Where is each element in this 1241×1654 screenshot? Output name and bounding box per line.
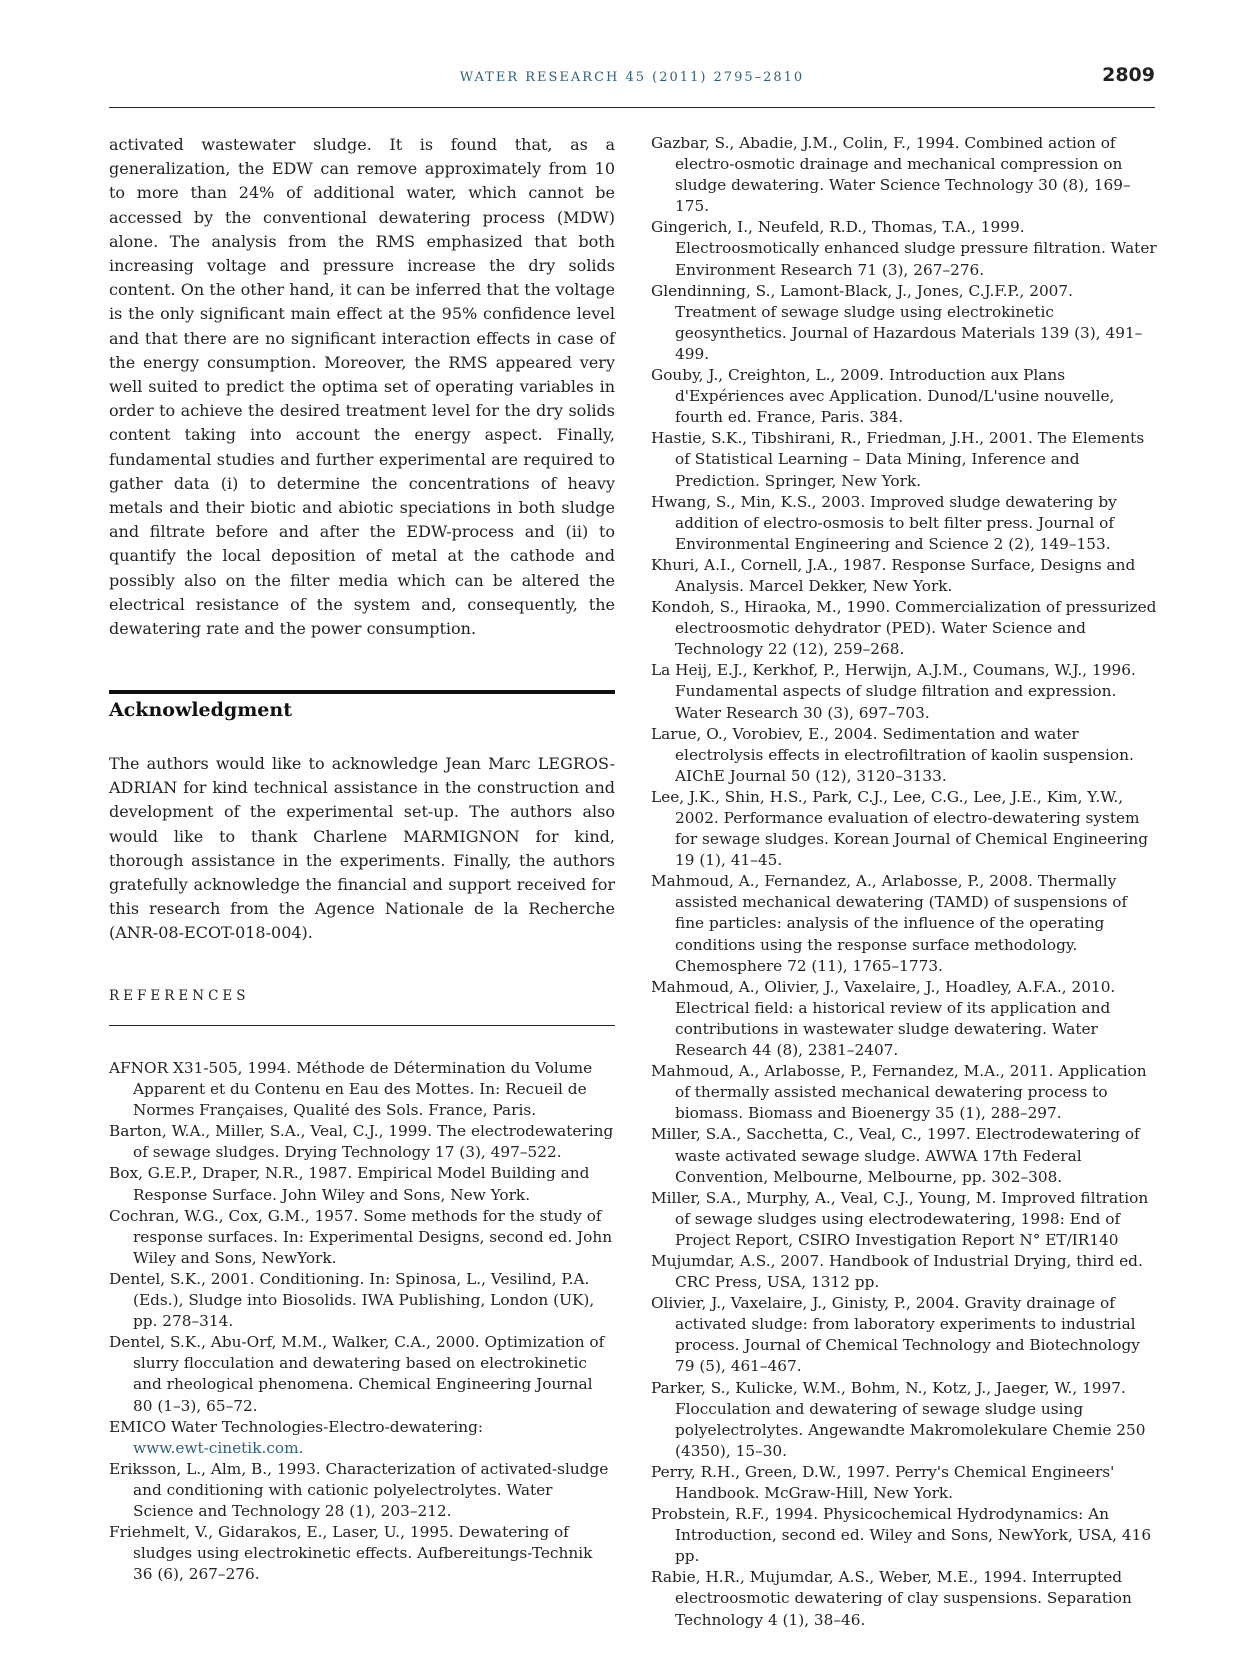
reference-item: Mahmoud, A., Arlabosse, P., Fernandez, M.A., 2011. Application of thermally assisted mechanical dewatering process to biomass. Biomass and Bioenergy 35 (1), 288–297.: [651, 1062, 1147, 1123]
conclusion-paragraph: activated wastewater sludge. It is found that, as a generalization, the EDW can remove approximately from 10 to more than 24% of additional water, which cannot be accessed by the conventional dewatering process (MDW) alone. The analysis from the RMS emphasized that both increasing voltage and pressure increase the dry solids content. On the other hand, it can be inferred that the voltage is the only significant main effect at the 95% confidence level and that there are no significant interaction effects in case of the energy consumption. Moreover, the RMS appeared very well suited to predict the optima set of operating variables in order to achieve the desired treatment level for the dry solids content taking into account the energy aspect. Finally, fundamental studies and further experimental are required to gather data (i) to determine the concentrations of heavy metals and their biotic and abiotic speciations in both sludge and filtrate before and after the EDW-process and (ii) to quantify the local deposition of metal at the cathode and possibly also on the filter media which can be altered the electrical resistance of the system and, consequently, the dewatering rate and the power consumption.: [109, 135, 615, 639]
journal-citation: WATER RESEARCH 45 (2011) 2795–2810: [459, 70, 805, 85]
reference-item: Olivier, J., Vaxelaire, J., Ginisty, P., 2004. Gravity drainage of activated sludge: from laboratory experiments to industrial process. Journal of Chemical Technology and Biotechnology 79 (5), 461–467.: [651, 1294, 1140, 1376]
reference-item: Mahmoud, A., Olivier, J., Vaxelaire, J., Hoadley, A.F.A., 2010. Electrical field: a historical review of its application and contributions in wastewater sludge dewatering. Water Research 44 (8), 2381–2407.: [651, 977, 1116, 1060]
reference-item: Larue, O., Vorobiev, E., 2004. Sedimentation and water electrolysis effects in electrofiltration of kaolin suspension. AIChE Journal 50 (12), 3120–3133.: [651, 724, 1134, 785]
reference-item: Khuri, A.I., Cornell, J.A., 1987. Response Surface, Designs and Analysis. Marcel Dekker, New York.: [651, 555, 1136, 595]
reference-emico-text: EMICO Water Technologies-Electro-dewatering:: [109, 1417, 484, 1436]
emico-link[interactable]: www.ewt-cinetik.com.: [133, 1438, 304, 1457]
reference-item: Dentel, S.K., 2001. Conditioning. In: Spinosa, L., Vesilind, P.A. (Eds.), Sludge into Biosolids. IWA Publishing, London (UK), pp. 278–314.: [109, 1269, 595, 1331]
reference-item-emico: [109, 1417, 615, 1459]
references-left: [109, 1058, 615, 1585]
acknowledgment-section: [109, 752, 615, 946]
reference-item: Hastie, S.K., Tibshirani, R., Friedman, J.H., 2001. The Elements of Statistical Learning – Data Mining, Inference and Prediction. Springer, New York.: [651, 429, 1145, 490]
reference-item: AFNOR X31-505, 1994. Méthode de Détermination du Volume Apparent et du Contenu en Eau des Mottes. In: Recueil de Normes Françaises, Qualité des Sols. France, Paris.: [109, 1059, 593, 1120]
reference-item: Kondoh, S., Hiraoka, M., 1990. Commercialization of pressurized electroosmotic dehydrator (PED). Water Science and Technology 22 (12), 259–268.: [651, 598, 1157, 659]
reference-item: Box, G.E.P., Draper, N.R., 1987. Empirical Model Building and Response Surface. John Wiley and Sons, New York.: [109, 1164, 590, 1204]
reference-item: Cochran, W.G., Cox, G.M., 1957. Some methods for the study of response surfaces. In: Experimental Designs, second ed. John Wiley and Sons, NewYork.: [109, 1206, 613, 1267]
reference-item: Mahmoud, A., Fernandez, A., Arlabosse, P., 2008. Thermally assisted mechanical dewatering (TAMD) of suspensions of fine particles: analysis of the influence of the operating conditions using the response surface methodology. Chemosphere 72 (11), 1765–1773.: [651, 872, 1128, 975]
reference-item: Probstein, R.F., 1994. Physicochemical Hydrodynamics: An Introduction, second ed. Wiley and Sons, NewYork, USA, 416 pp.: [651, 1505, 1152, 1566]
left-column: [109, 133, 615, 641]
reference-item: Friehmelt, V., Gidarakos, E., Laser, U., 1995. Dewatering of sludges using electrokinetic effects. Aufbereitungs-Technik 36 (6), 267–276.: [109, 1523, 593, 1584]
reference-item: Lee, J.K., Shin, H.S., Park, C.J., Lee, C.G., Lee, J.E., Kim, Y.W., 2002. Performance evaluation of electro-dewatering system for sewage sludges. Korean Journal of Chemical Engineering 19 (1), 41–45.: [651, 787, 1149, 870]
reference-item: Miller, S.A., Sacchetta, C., Veal, C., 1997. Electrodewatering of waste activated sewage sludge. AWWA 17th Federal Convention, Melbourne, Melbourne, pp. 302–308.: [651, 1125, 1140, 1186]
acknowledgment-heading: Acknowledgment: [109, 699, 292, 721]
reference-item: La Heij, E.J., Kerkhof, P., Herwijn, A.J.M., Coumans, W.J., 1996. Fundamental aspects of sludge filtration and expression. Water Research 30 (3), 697–703.: [651, 661, 1136, 722]
reference-item: Rabie, H.R., Mujumdar, A.S., Weber, M.E., 1994. Interrupted electroosmotic dewatering of clay suspensions. Separation Technology 4 (1), 38–46.: [651, 1568, 1132, 1629]
references-heading: REFERENCES: [109, 988, 250, 1004]
reference-item: Gazbar, S., Abadie, J.M., Colin, F., 1994. Combined action of electro-osmotic drainage and mechanical compression on sludge dewatering. Water Science Technology 30 (8), 169–175.: [651, 134, 1131, 216]
acknowledgment-paragraph: The authors would like to acknowledge Jean Marc LEGROS-ADRIAN for kind technical assistance in the construction and development of the experimental set-up. The authors also would like to thank Charlene MARMIGNON for kind, thorough assistance in the experiments. Finally, the authors gratefully acknowledge the financial and support received for this research from the Agence Nationale de la Recherche (ANR-08-ECOT-018-004).: [109, 754, 615, 943]
reference-item: Eriksson, L., Alm, B., 1993. Characterization of activated-sludge and conditioning with cationic polyelectrolytes. Water Science and Technology 28 (1), 203–212.: [109, 1459, 609, 1520]
references-rule: [109, 1025, 615, 1026]
header-rule: [109, 107, 1155, 108]
reference-item: Dentel, S.K., Abu-Orf, M.M., Walker, C.A., 2000. Optimization of slurry flocculation and dewatering based on electrokinetic and rheological phenomena. Chemical Engineering Journal 80 (1–3), 65–72.: [109, 1333, 605, 1415]
reference-item: Miller, S.A., Murphy, A., Veal, C.J., Young, M. Improved filtration of sewage sludges using electrodewatering, 1998: End of Project Report, CSIRO Investigation Report N° ET/IR140: [651, 1188, 1149, 1249]
section-rule: [109, 690, 615, 694]
reference-item: Gingerich, I., Neufeld, R.D., Thomas, T.A., 1999. Electroosmotically enhanced sludge pressure filtration. Water Environment Research 71 (3), 267–276.: [651, 218, 1157, 279]
reference-item: Hwang, S., Min, K.S., 2003. Improved sludge dewatering by addition of electro-osmosis to belt filter press. Journal of Environmental Engineering and Science 2 (2), 149–153.: [651, 492, 1117, 553]
reference-item: Barton, W.A., Miller, S.A., Veal, C.J., 1999. The electrodewatering of sewage sludges. Drying Technology 17 (3), 497–522.: [109, 1122, 614, 1162]
reference-item: Gouby, J., Creighton, L., 2009. Introduction aux Plans d'Expériences avec Application. Dunod/L'usine nouvelle, fourth ed. France, Paris. 384.: [651, 366, 1115, 427]
reference-item: Parker, S., Kulicke, W.M., Bohm, N., Kotz, J., Jaeger, W., 1997. Flocculation and dewatering of sewage sludge using polyelectrolytes. Angewandte Makromolekulare Chemie 250 (4350), 15–30.: [651, 1378, 1146, 1460]
references-right: [651, 133, 1157, 1631]
page-number: 2809: [1102, 64, 1155, 86]
reference-item: Mujumdar, A.S., 2007. Handbook of Industrial Drying, third ed. CRC Press, USA, 1312 pp.: [651, 1251, 1143, 1292]
reference-item: Perry, R.H., Green, D.W., 1997. Perry's Chemical Engineers' Handbook. McGraw-Hill, New York.: [651, 1462, 1115, 1502]
running-header: [109, 60, 1155, 110]
reference-item: Glendinning, S., Lamont-Black, J., Jones, C.J.F.P., 2007. Treatment of sewage sludge using electrokinetic geosynthetics. Journal of Hazardous Materials 139 (3), 491–499.: [651, 281, 1143, 363]
